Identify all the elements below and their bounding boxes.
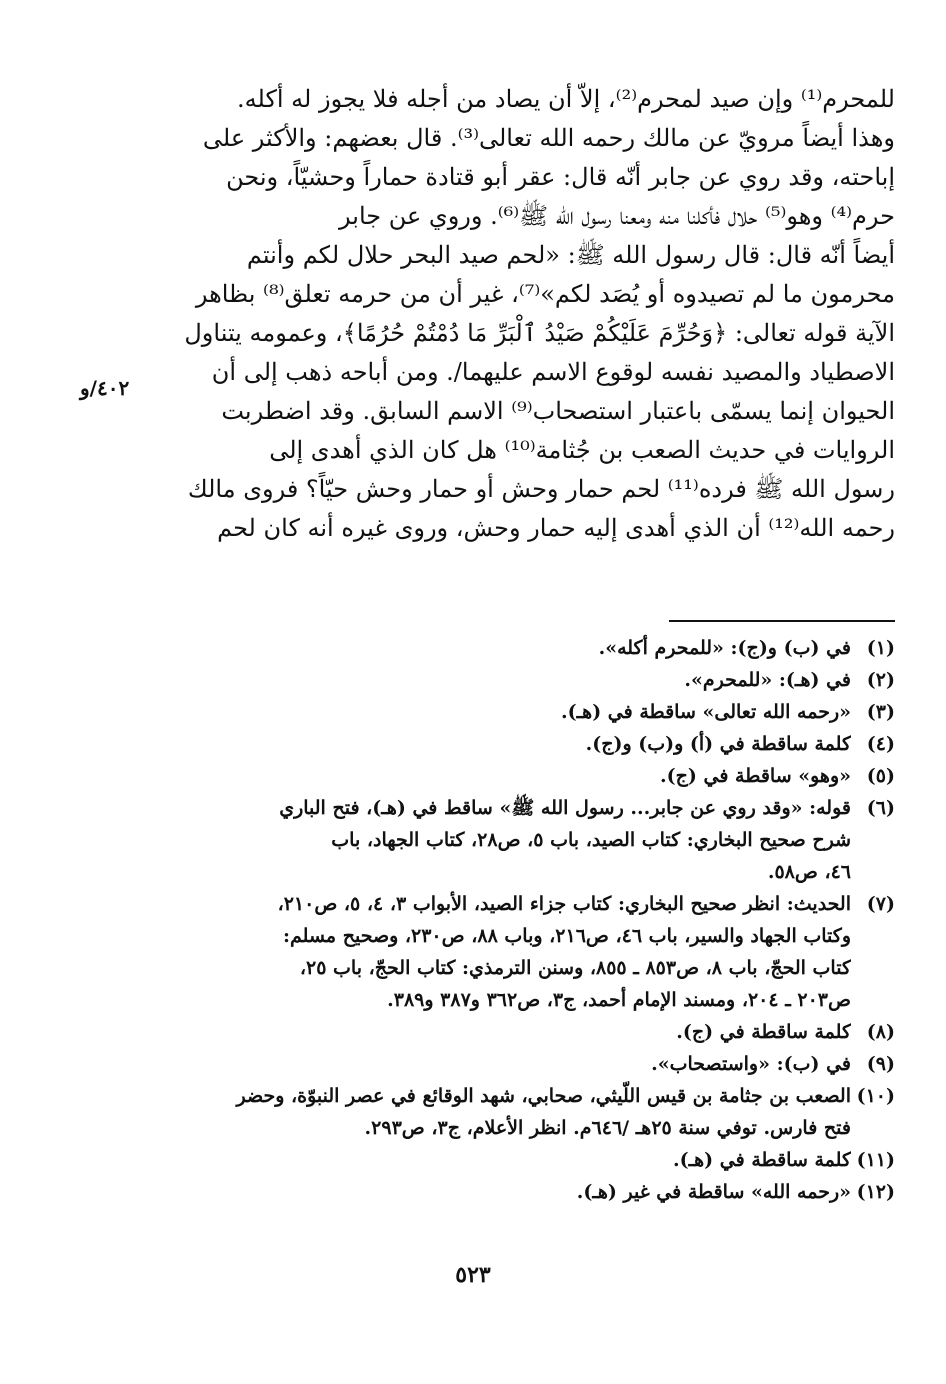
footnote-line: وكتاب الجهاد والسير، باب ٤٦، ص٢١٦، وباب ٨٨، ص٢٣٠، وصحيح مسلم: — [283, 925, 851, 947]
footnote-text — [150, 696, 851, 728]
footnote-line: «رحمه الله تعالى» ساقطة في (هـ). — [561, 701, 851, 723]
text-line: الحيوان إنما يسمّى باعتبار استصحاب⁽⁹⁾ الاسم السابق. وقد اضطربت — [221, 397, 895, 425]
footnote-line: كلمة ساقطة في (هـ). — [672, 1149, 851, 1171]
footnote-line: «وهو» ساقطة في (ج). — [660, 765, 851, 787]
footnote-divider — [669, 620, 895, 622]
footnote-text — [150, 1176, 851, 1208]
footnote-line: فتح فارس. توفي سنة ٢٥هـ /٦٤٦م. انظر الأعلام، ج٣، ص٢٩٣. — [364, 1117, 851, 1139]
footnote — [150, 1176, 895, 1208]
footnote-number: (٥) — [866, 765, 895, 787]
footnote-text — [150, 888, 851, 1016]
footnote-number: (١٢) — [856, 1181, 895, 1203]
footnote-number: (٦) — [866, 797, 895, 819]
footnote-text — [150, 792, 851, 888]
footnote-line: «رحمه الله» ساقطة في غير (هـ). — [576, 1181, 851, 1203]
footnote — [150, 1016, 895, 1048]
manuscript-folio-note: ٤٠٢/و — [80, 376, 130, 400]
footnote — [150, 664, 895, 696]
footnote-line: ٤٦، ص٥٨. — [767, 861, 851, 883]
text-line: إباحته، وقد روي عن جابر أنّه قال: عقر أبو قتادة حماراً وحشيّاً، ونحن — [226, 163, 895, 191]
footnote-line: في (ب): «واستصحاب». — [651, 1053, 851, 1075]
text-line: حرم⁽⁴⁾ وهو⁽⁵⁾ حلال فأكلنا منه ومعنا رسول الله ﷺ⁽⁶⁾. وروي عن جابر — [339, 202, 895, 230]
footnotes — [150, 632, 895, 1208]
footnote-line: ص٢٠٣ ـ ٢٠٤، ومسند الإمام أحمد، ج٣، ص٣٦٢ و٣٨٧ و٣٨٩. — [387, 989, 851, 1011]
text-line: رسول الله ﷺ فرده⁽¹¹⁾ لحم حمار وحش أو حمار وحش حيّاً؟ فروى مالك — [187, 475, 895, 503]
text-line: أيضاً أنّه قال: قال رسول الله ﷺ: «لحم صيد البحر حلال لكم وأنتم — [246, 241, 895, 269]
text-line: رحمه الله⁽¹²⁾ أن الذي أهدى إليه حمار وحش، وروى غيره أنه كان لحم — [217, 514, 895, 542]
footnote — [150, 1144, 895, 1176]
footnote-text — [150, 760, 851, 792]
footnote-number: (٣) — [866, 701, 895, 723]
footnote-number: (٧) — [866, 893, 895, 915]
main-text — [147, 80, 895, 548]
footnote-line: كلمة ساقطة في (ج). — [676, 1021, 851, 1043]
footnote-line: كتاب الحجّ، باب ٨، ص٨٥٣ ـ ٨٥٥، وسنن الترمذي: كتاب الحجّ، باب ٢٥، — [299, 957, 851, 979]
footnote — [150, 1048, 895, 1080]
footnote — [150, 792, 895, 888]
footnote-line: قوله: «وقد روي عن جابر... رسول الله ﷺ» ساقط في (هـ)، فتح الباري — [279, 797, 851, 819]
footnote-line: في (ب) و(ج): «للمحرم أكله». — [598, 637, 851, 659]
footnote — [150, 1080, 895, 1144]
footnote — [150, 888, 895, 1016]
footnote — [150, 632, 895, 664]
text-line: محرمون ما لم تصيدوه أو يُصَد لكم»⁽⁷⁾، غير أن من حرمه تعلق⁽⁸⁾ بظاهر — [195, 280, 895, 308]
footnote-number: (٩) — [866, 1053, 895, 1075]
footnote — [150, 728, 895, 760]
footnote-number: (٤) — [866, 733, 895, 755]
footnote-number: (٨) — [866, 1021, 895, 1043]
footnote-text — [150, 1080, 851, 1144]
footnote-line: شرح صحيح البخاري: كتاب الصيد، باب ٥، ص٢٨، كتاب الجهاد، باب — [331, 829, 851, 851]
page-number: ٥٢٣ — [455, 1262, 491, 1288]
footnote-number: (١١) — [856, 1149, 895, 1171]
footnote — [150, 760, 895, 792]
footnote-line: في (هـ): «للمحرم». — [684, 669, 851, 691]
footnote-number: (١) — [866, 637, 895, 659]
footnote — [150, 696, 895, 728]
footnote-text — [150, 728, 851, 760]
text-line: الروايات في حديث الصعب بن جُثامة⁽¹⁰⁾ هل كان الذي أهدى إلى — [269, 436, 895, 464]
text-line: الآية قوله تعالى: ﴿وَحُرِّمَ عَلَيْكُمْ صَيْدُ ٱلْبَرِّ مَا دُمْتُمْ حُرُمًا﴾، وعمومه يتناول — [184, 319, 895, 347]
footnote-number: (١٠) — [856, 1085, 895, 1107]
footnote-text — [150, 1144, 851, 1176]
footnote-text — [150, 1048, 851, 1080]
footnote-line: كلمة ساقطة في (أ) و(ب) و(ج). — [585, 733, 851, 755]
footnote-text — [150, 632, 851, 664]
text-line: للمحرم⁽¹⁾ وإن صيد لمحرم⁽²⁾، إلاّ أن يصاد من أجله فلا يجوز له أكله. — [237, 85, 895, 113]
footnote-text — [150, 1016, 851, 1048]
footnote-line: الصعب بن جثامة بن قيس اللّيثي، صحابي، شهد الوقائع في عصر النبوّة، وحضر — [236, 1085, 851, 1107]
text-line: الاصطياد والمصيد نفسه لوقوع الاسم عليهما/. ومن أباحه ذهب إلى أن — [211, 358, 895, 386]
footnote-number: (٢) — [866, 669, 895, 691]
footnote-line: الحديث: انظر صحيح البخاري: كتاب جزاء الصيد، الأبواب ٣، ٤، ٥، ص٢١٠، — [277, 893, 851, 915]
footnote-text — [150, 664, 851, 696]
text-line: وهذا أيضاً مرويّ عن مالك رحمه الله تعالى⁽³⁾. قال بعضهم: والأكثر على — [202, 124, 895, 152]
